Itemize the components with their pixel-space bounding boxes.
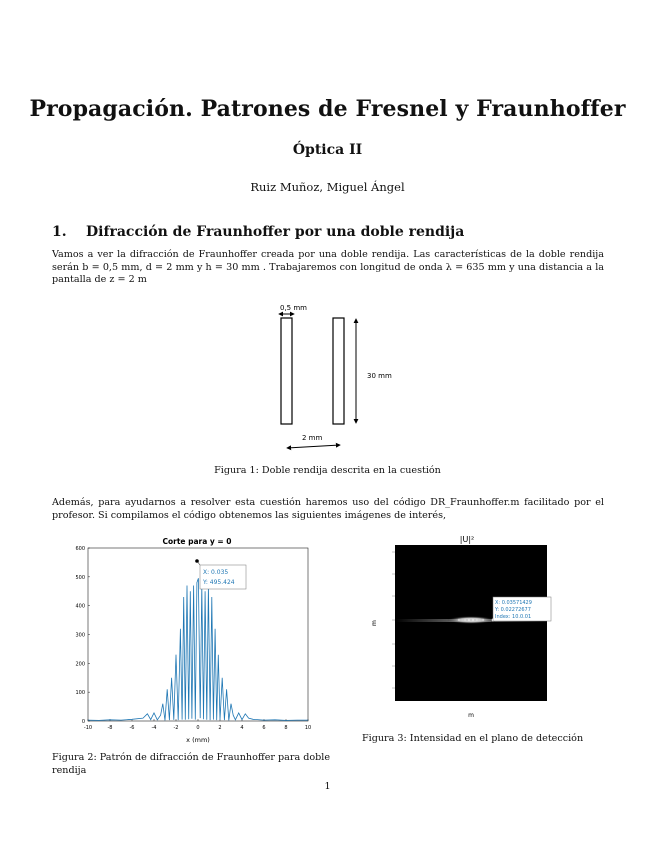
y-tick-label: 600 (75, 546, 85, 552)
height-label: 30 mm (367, 372, 392, 380)
figure3-ylabel: m (371, 620, 378, 626)
x-axis-label: x (mm) (186, 736, 210, 744)
x-tick-label: -6 (129, 725, 135, 731)
section-heading (52, 224, 464, 240)
x-tick-label: 10 (304, 725, 312, 731)
x-tick-label: 2 (218, 725, 222, 731)
y-tick-label: 0 (81, 719, 85, 725)
section-title: Difracción de Fraunhoffer por una doble rendija (86, 224, 465, 240)
intro-paragraph: Vamos a ver la difracción de Fraunhoffer creada por una doble rendija. Las características de la doble rendija serán b = 0,5 mm, d = 2 mm y h = 30 mm . Trabajaremos con longitud de onda λ = 635 mm y una distancia a la pantalla de z = 2 m (52, 249, 604, 286)
width-label: 0,5 mm (280, 304, 307, 312)
y-tick-label: 300 (75, 632, 85, 639)
x-tick-label: -4 (151, 725, 157, 731)
y-tick-label: 500 (75, 574, 85, 581)
figure3-caption: Figura 3: Intensidad en el plano de detección (362, 733, 584, 744)
x-tick-label: 6 (262, 725, 266, 731)
section-number: 1. (52, 224, 67, 240)
x-tick-label: -8 (107, 725, 113, 731)
figure2-chart (62, 535, 322, 747)
second-paragraph: Además, para ayudarnos a resolver esta cuestión haremos uso del código DR_Fraunhoffer.m facilitado por el profesor. Si compilamos el código obtenemos las siguientes imágenes de interés, (52, 497, 604, 521)
x-tick-label: 8 (284, 725, 288, 731)
separation-label: 2 mm (302, 434, 323, 442)
page-number: 1 (324, 781, 331, 792)
figure2-caption: Figura 2: Patrón de difracción de Fraunhoffer para doble rendija (52, 752, 331, 776)
x-tick-label: 4 (240, 725, 244, 731)
figure3-title: |U|² (459, 535, 475, 544)
datatip-x: X: 0.035 (203, 569, 229, 576)
datatip-y: Y: 495.424 (203, 579, 235, 586)
separation-arrow (287, 445, 340, 448)
paper-subtitle: Óptica II (292, 142, 363, 158)
figure3-datatip-index: Index: 10.0.01 (495, 614, 532, 620)
datatip-marker (195, 559, 199, 563)
x-tick-label: -2 (173, 725, 179, 731)
slit-right (333, 318, 344, 424)
y-tick-label: 100 (75, 690, 85, 697)
figure3-xlabel: m (468, 712, 474, 719)
figure1-diagram (250, 300, 420, 460)
author-name: Ruiz Muñoz, Miguel Ángel (250, 180, 405, 194)
chart-title: Corte para y = 0 (162, 537, 232, 546)
paper-title: Propagación. Patrones de Fresnel y Fraunhoffer (29, 96, 626, 122)
figure3-image (360, 532, 590, 722)
figure3-datatip-x: X: 0.03571429 (495, 600, 532, 606)
slit-left (281, 318, 292, 424)
y-tick-label: 200 (75, 661, 85, 668)
x-tick-label: 0 (196, 725, 200, 731)
y-tick-label: 400 (75, 603, 85, 610)
plot-area (88, 548, 308, 721)
x-tick-label: -10 (83, 725, 93, 731)
figure1-caption: Figura 1: Doble rendija descrita en la cuestión (214, 465, 441, 476)
figure3-datatip-y: Y: 0.02272677 (495, 607, 531, 613)
